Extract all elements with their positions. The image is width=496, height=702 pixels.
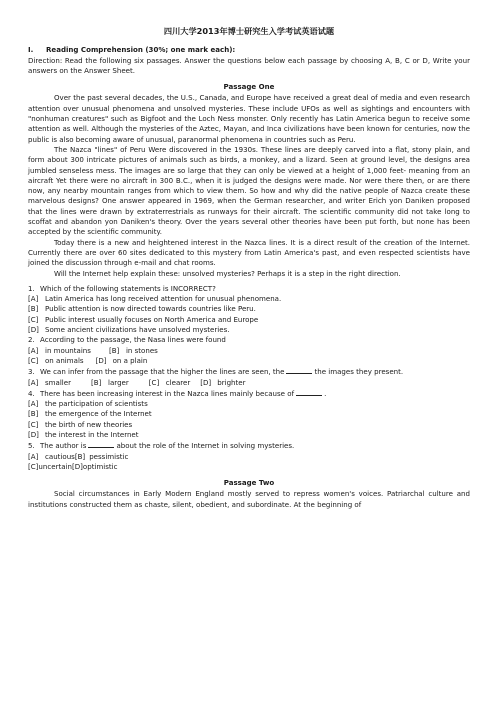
question-1-option-d xyxy=(28,325,470,335)
passage-one-paragraph-4: Will the Internet help explain these: unsolved mysteries? Perhaps it is a step in the right direction. xyxy=(54,268,401,278)
question-5-options-row-1 xyxy=(28,452,470,462)
question-1-option-c xyxy=(28,315,470,325)
option-letter: [B] xyxy=(28,304,39,314)
question-number: 2. xyxy=(28,335,35,345)
question-number: 1. xyxy=(28,283,35,293)
section-direction: Direction: Read the following six passages. Answer the questions below each passage by choosing A, B, C or D, Write your answers on the Answer Sheet. xyxy=(28,55,470,75)
passage-one-title: Passage One xyxy=(223,82,275,92)
option-text: larger xyxy=(108,377,129,387)
option-text: on a plain xyxy=(112,355,148,365)
question-number: 3. xyxy=(28,367,35,377)
option-letter: [D] xyxy=(71,461,83,471)
option-letter: [C] xyxy=(28,314,39,324)
question-number: 4. xyxy=(28,388,35,398)
option-text: in stones xyxy=(125,345,158,355)
option-text: Public attention is now directed towards countries like Peru. xyxy=(45,304,256,314)
option-letter: [A] xyxy=(28,377,39,387)
question-stem-end: the images they present. xyxy=(314,367,404,377)
question-number: 5. xyxy=(28,441,35,451)
option-text: the interest in the Internet xyxy=(45,429,139,439)
question-4-option-a xyxy=(28,399,470,409)
option-text: pessimistic xyxy=(89,451,129,461)
option-letter: [C] xyxy=(28,461,39,471)
question-1 xyxy=(28,284,470,294)
option-text: Public interest usually focuses on North America and Europe xyxy=(45,314,259,324)
answer-blank xyxy=(296,388,322,396)
question-stem: We can infer from the passage that the higher the lines are seen, the xyxy=(40,367,285,377)
question-2 xyxy=(28,335,470,345)
question-5 xyxy=(28,440,470,451)
option-letter: [A] xyxy=(28,399,39,409)
question-stem: There has been increasing interest in the Nazca lines mainly because of xyxy=(40,388,295,398)
passage-one-paragraph-2: The Nazca "lines" of Peru Were discovered in the 1930s. These lines are deeply carved into a flat, stony plain, and form about 300 intricate pictures of animals such as birds, a monkey, and a lizard. Seen at ground level, the designs area jumbled senseless mess. The images are so large that they can only be viewed at a height of 1,000 feet- meaning from an aircraft Yet there were no aircraft in 300 B.C., when it is judged the designs were made. Nor were there then, or are there now, any nearby mountain ranges from which to view them. So how and why did the native people of Nazca create these marvelous designs? One answer appeared in 1969, when the German researcher, and writer Erich yon Daniken proposed that the lines were drawn by extraterrestrials as runways for their aircraft. The scientific community did not take long to scoffat and abandon yon Daniken's theory. Over the years several other theories have been put forth, but none has been accepted by the scientific community. xyxy=(28,144,470,237)
option-letter: [A] xyxy=(28,345,39,355)
question-stem-end: about the role of the Internet in solving mysteries. xyxy=(116,441,295,451)
question-2-options-row-2 xyxy=(28,356,470,366)
option-text: Some ancient civilizations have unsolved mysteries. xyxy=(45,325,230,335)
question-stem: The author is xyxy=(40,441,87,451)
passage-two-paragraph-1: Social circumstances in Early Modern England mostly served to repress women's voices. Patriarchal culture and institutions constructed them as chaste, silent, obedient, and subordinate. At the beginning of xyxy=(28,489,470,509)
option-letter: [D] xyxy=(95,355,107,365)
question-3-options xyxy=(28,378,470,388)
option-letter: [C] xyxy=(28,419,39,429)
option-text: in mountains xyxy=(45,345,91,355)
question-3 xyxy=(28,366,470,377)
option-text: the emergence of the Internet xyxy=(45,409,152,419)
option-letter: [B] xyxy=(74,451,86,461)
option-text: the participation of scientists xyxy=(45,399,148,409)
question-4-option-c xyxy=(28,420,470,430)
section-heading-text: Reading Comprehension (30%; one mark each): xyxy=(46,45,236,55)
option-letter: [A] xyxy=(28,294,39,304)
section-heading xyxy=(28,45,470,55)
question-1-option-a xyxy=(28,294,470,304)
option-text: on animals xyxy=(45,355,84,365)
option-letter: [B] xyxy=(108,345,120,355)
answer-blank xyxy=(88,440,114,448)
section-number: I. xyxy=(28,45,34,55)
option-text: smaller xyxy=(45,377,72,387)
question-stem-end: . xyxy=(324,388,327,398)
option-text: the birth of new theories xyxy=(45,419,133,429)
option-letter: [A] xyxy=(28,451,39,461)
passage-two-title: Passage Two xyxy=(223,478,275,488)
question-1-option-b xyxy=(28,304,470,314)
question-4 xyxy=(28,388,470,399)
option-text: cautious xyxy=(45,451,75,461)
option-text: brighter xyxy=(217,377,246,387)
question-stem: According to the passage, the Nasa lines were found xyxy=(40,335,226,345)
option-letter: [B] xyxy=(91,377,102,387)
option-letter: [D] xyxy=(200,377,212,387)
question-4-option-b xyxy=(28,409,470,419)
question-5-options-row-2 xyxy=(28,462,470,472)
option-letter: [C] xyxy=(28,355,39,365)
question-4-option-d xyxy=(28,430,470,440)
option-text: clearer xyxy=(165,377,191,387)
option-text: Latin America has long received attention for unusual phenomena. xyxy=(45,294,282,304)
option-letter: [B] xyxy=(28,409,39,419)
passage-one-paragraph-1: Over the past several decades, the U.S., Canada, and Europe have received a great deal of media and even research attention over unusual phenomena and unsolved mysteries. These include UFOs as well as sightings and encounters with "nonhuman creatures" such as Bigfoot and the Loch Ness monster. Only recently has Latin America begun to receive some attention as well. Although the mysteries of the Aztec, Mayan, and Inca civilizations have been known for centuries, now the public is also becoming aware of unusual, paranormal phenomena in countries such as Peru. xyxy=(28,93,470,144)
question-2-options-row-1 xyxy=(28,346,470,356)
option-letter: [C] xyxy=(148,377,160,387)
option-letter: [D] xyxy=(28,325,39,335)
question-stem: Which of the following statements is INCORRECT? xyxy=(40,283,216,293)
option-text: uncertain xyxy=(38,461,72,471)
exam-title: 四川大学2013年博士研究生入学考试英语试题 xyxy=(163,26,335,36)
passage-one-paragraph-3: Today there is a new and heightened interest in the Nazca lines. It is a direct result of the creation of the Internet. Currently there are over 60 sites dedicated to this mystery from Latin America's past, and even respected scientists have joined the discussion through e-mail and chat rooms. xyxy=(28,237,470,268)
answer-blank xyxy=(286,366,312,374)
option-text: optimistic xyxy=(82,461,118,471)
option-letter: [D] xyxy=(28,429,39,439)
